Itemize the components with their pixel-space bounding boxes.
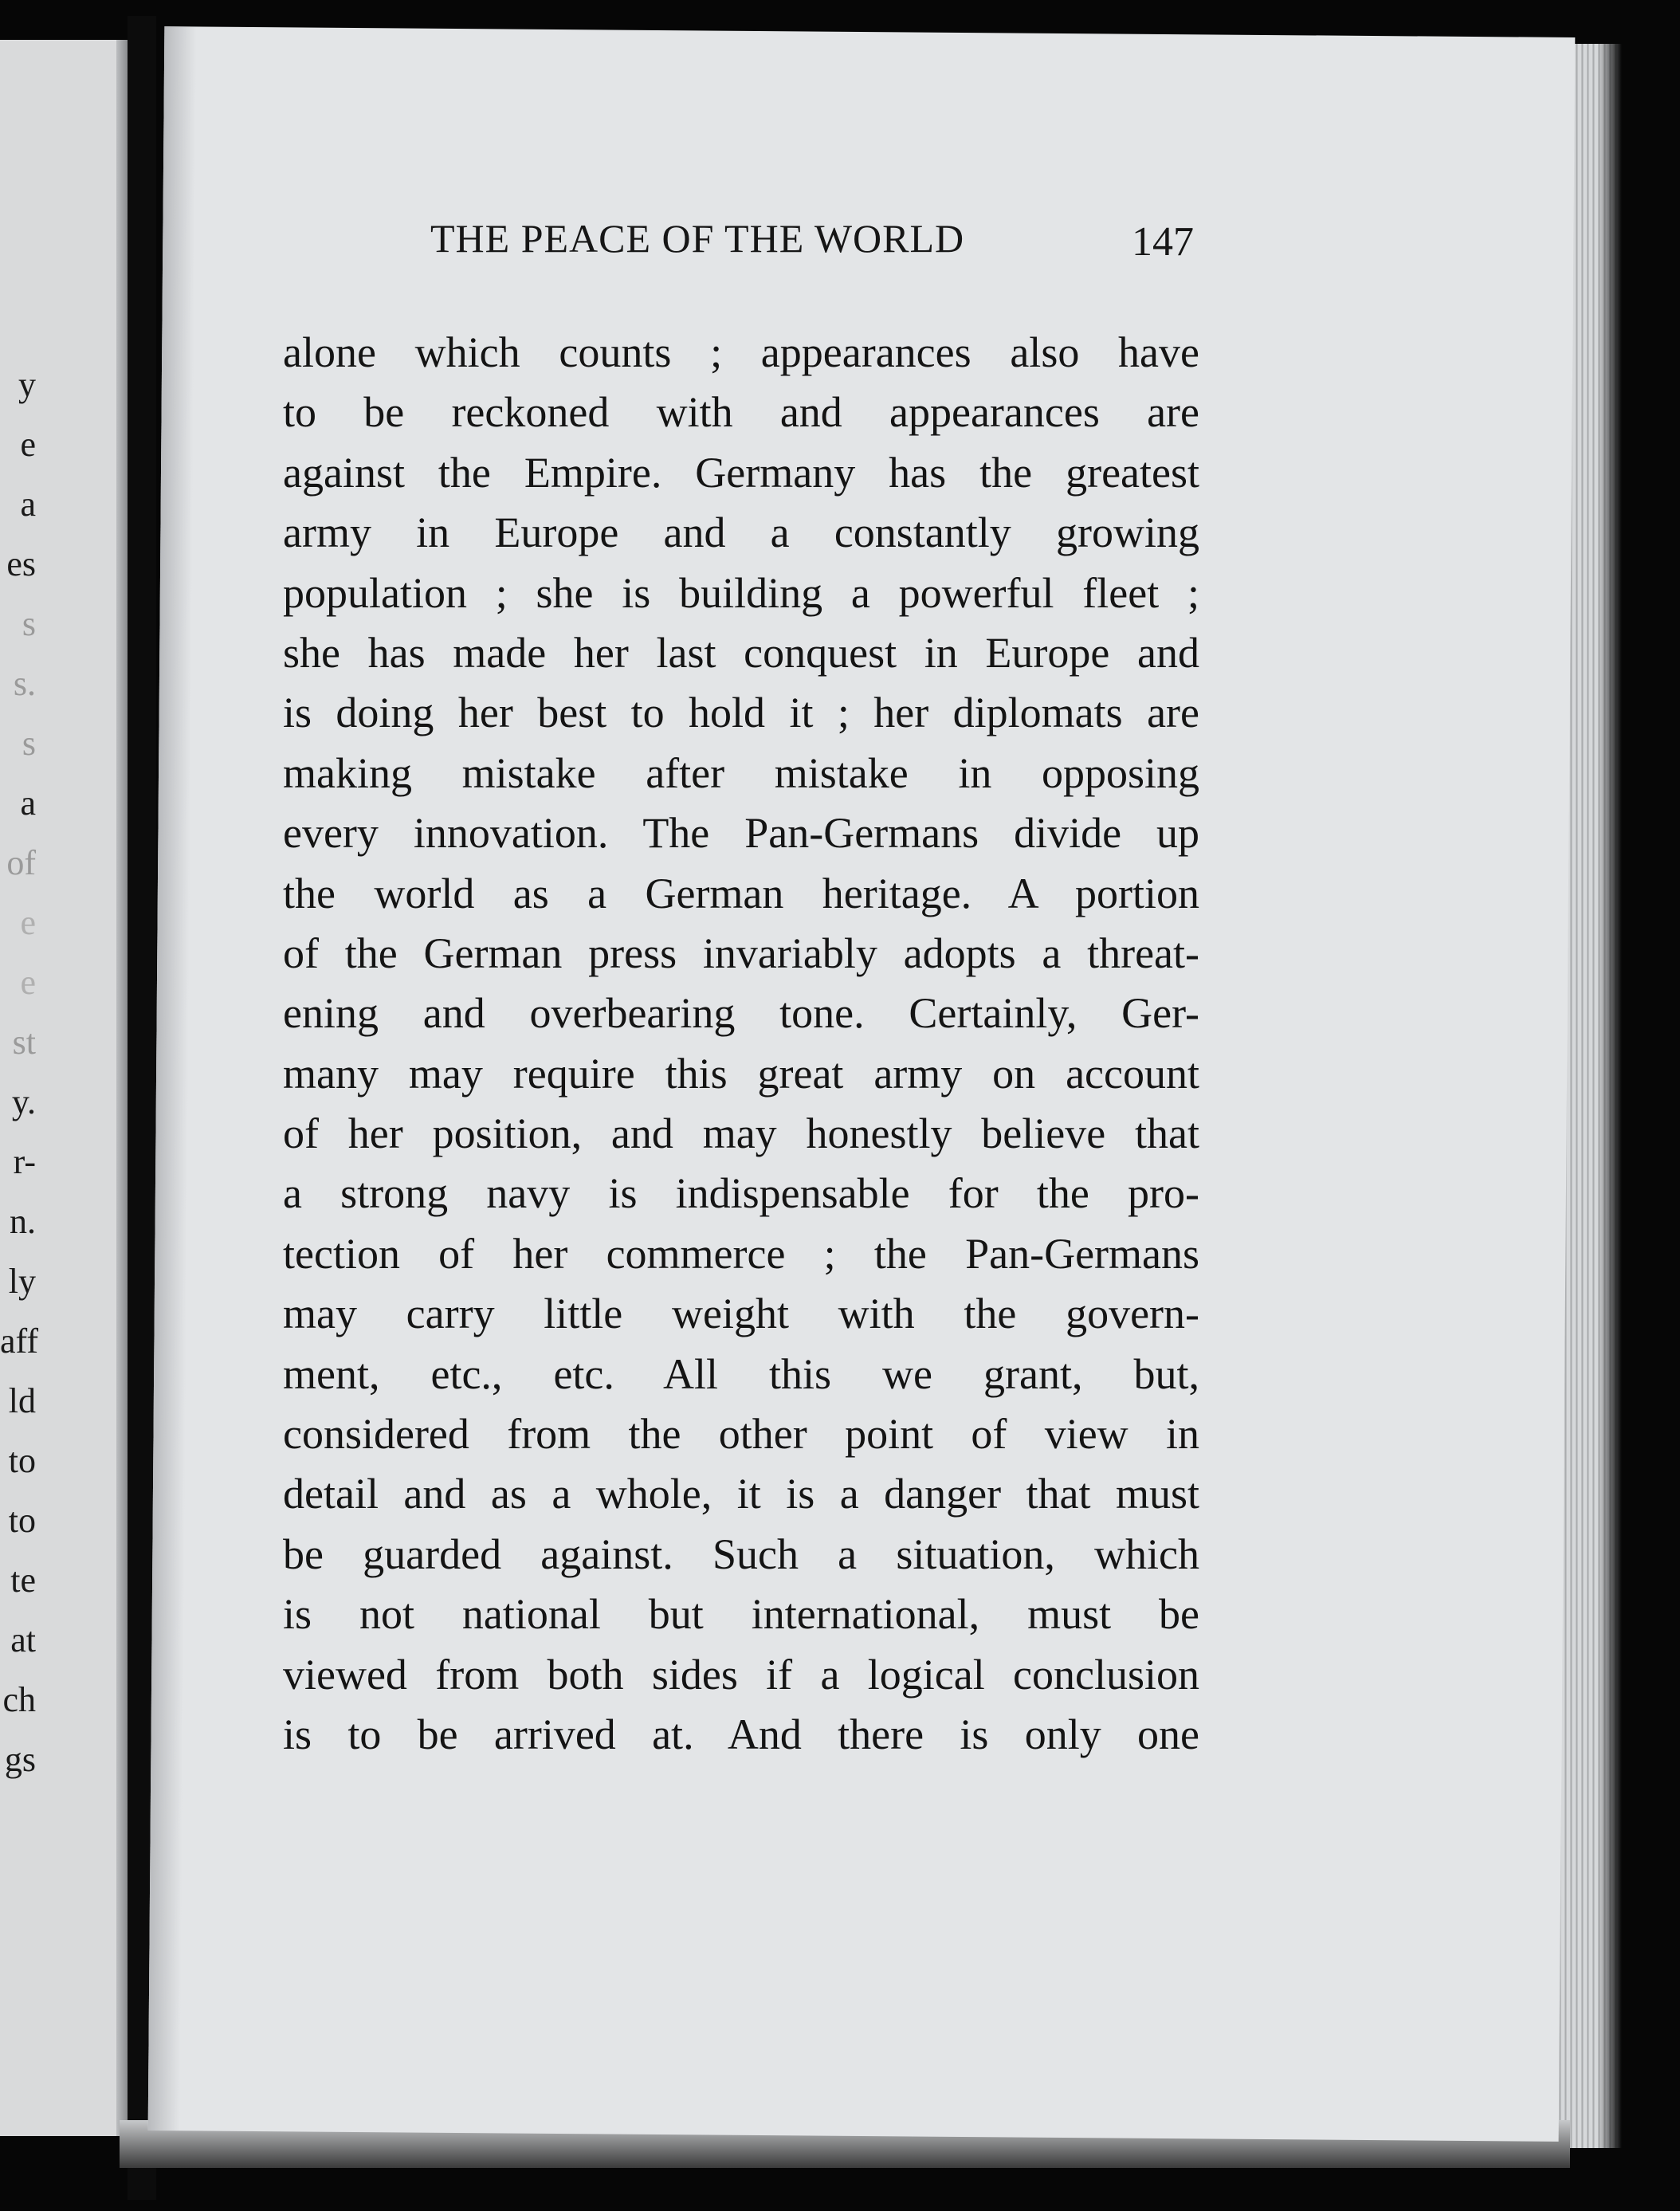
left-fragment-line: a (20, 485, 36, 524)
left-fragment-line: ld (8, 1381, 36, 1420)
left-facing-page (0, 40, 128, 2136)
left-fragment-line: r- (13, 1142, 36, 1181)
text-line: every innovation. The Pan-Germans divide up (283, 809, 1199, 858)
text-line: making mistake after mistake in opposing (283, 748, 1199, 797)
left-fragment-line: to (8, 1501, 36, 1540)
text-line: ment, etc., etc. All this we grant, but, (283, 1349, 1199, 1398)
text-line: is not national but international, must be (283, 1590, 1199, 1639)
page-number: 147 (1132, 219, 1194, 265)
text-line: alone which counts ; appearances also have (283, 328, 1199, 376)
text-line: may carry little weight with the govern- (283, 1290, 1199, 1338)
text-line: of her position, and may honestly believe that (283, 1109, 1199, 1158)
text-line: many may require this great army on account (283, 1049, 1199, 1098)
left-fragment-line: st (12, 1023, 36, 1062)
text-line: viewed from both sides if a logical conclusion (283, 1650, 1199, 1699)
running-head (271, 215, 1227, 279)
text-line: be guarded against. Such a situation, which (283, 1530, 1199, 1578)
text-line: tection of her commerce ; the Pan-Germans (283, 1229, 1199, 1278)
left-fragment-line: ch (2, 1680, 36, 1719)
text-line: detail and as a whole, it is a danger that must (283, 1470, 1199, 1518)
text-line: against the Empire. Germany has the greatest (283, 448, 1199, 497)
left-fragment-line: s (22, 604, 36, 643)
left-fragment-line: gs (4, 1740, 36, 1779)
left-fragment-line: at (10, 1620, 36, 1659)
left-fragment-line: es (6, 544, 36, 583)
left-fragment-line: e (20, 425, 36, 464)
text-line: a strong navy is indispensable for the pro- (283, 1169, 1199, 1218)
running-title: THE PEACE OF THE WORLD (430, 216, 965, 261)
left-fragment-line: n. (10, 1202, 36, 1241)
text-line: considered from the other point of view in (283, 1410, 1199, 1459)
text-line: army in Europe and a constantly growing (283, 509, 1199, 557)
text-line: she has made her last conquest in Europe and (283, 628, 1199, 677)
text-line: ening and overbearing tone. Certainly, Ger- (283, 989, 1199, 1038)
text-line: of the German press invariably adopts a threat- (283, 929, 1199, 977)
body-text (283, 323, 1199, 1765)
left-fragment-line: s. (13, 664, 36, 703)
left-fragment-line: e (20, 963, 36, 1002)
text-line: the world as a German heritage. A portion (283, 869, 1199, 917)
left-fragment-line: a (20, 783, 36, 823)
text-line: population ; she is building a powerful fleet ; (283, 568, 1199, 617)
left-fragment-line: s (22, 724, 36, 763)
left-fragment-line: ly (8, 1262, 36, 1301)
text-line: to be reckoned with and appearances are (283, 388, 1199, 437)
text-line: is to be arrived at. And there is only one (283, 1710, 1199, 1758)
left-fragment-line: te (10, 1561, 36, 1600)
left-fragment-line: of (6, 843, 36, 882)
text-line: is doing her best to hold it ; her diplomats are (283, 689, 1199, 737)
left-fragment-line: to (8, 1441, 36, 1480)
left-fragment-line: aff (0, 1321, 39, 1361)
left-fragment-line: e (20, 903, 36, 942)
left-page-text-fragments (0, 355, 120, 1789)
left-fragment-line: y. (11, 1082, 36, 1121)
left-fragment-line: y (18, 365, 36, 404)
